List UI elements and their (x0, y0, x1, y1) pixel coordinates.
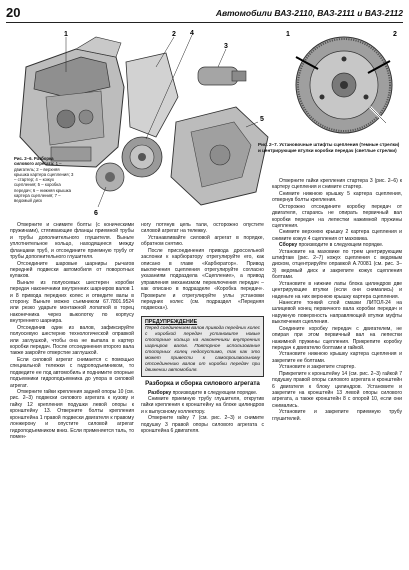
paragraph (141, 390, 264, 396)
gearbox-illustration (171, 107, 268, 205)
paragraph: Установите на маховике по трем центрирующим штифтам (рис. 2–7) кожух сцепления с ведомым диском, отцентрируйте оправкой А.70081 (см. рис. 3–3) ведомый диск и закрепите кожух сцепления болтами. (272, 248, 402, 281)
paragraph: Снимите приемную трубу глушителя, открутив гайки крепления к кронштейну на блоке цилиндров и к выпускному коллектору. (141, 395, 264, 415)
figure1-caption (14, 156, 74, 204)
callout-2: 2 (172, 31, 176, 38)
paragraph: Выньте из полуосевых шестерен коробки передач наконечники внутренних шарниров валов 1 и 8 привода передних колес и отведите валы в сторону. Выньте можно съемником 67.7801.9524 или резко ударьте монтажной лопаткой в торец наконечника через выколотку по корпусу внутреннего шарнира. (10, 279, 134, 325)
assembly-lead-rest: производите в следующем порядке. (297, 242, 384, 249)
paragraph: Установите в нижние лапы блока цилиндров две центрирующие втулки (если они снимались) и наденьте на них верхнюю крышку картера сцепления. (272, 280, 402, 300)
figure2-caption-label: Рис. 2–7. Установочные штифты сцепления (темные стрелки) и центрирующие втулки коробки передач (светлые стрелки) (258, 142, 400, 153)
paragraph: Нанесите тонкий слой смазки ЛИТОЛ-24 на шлицевой конец первичного вала коробки передач и наружную поверхность направляющей втулки муфты выключения сцепления. (272, 300, 402, 326)
warning-box (141, 316, 264, 377)
engine-illustration (20, 37, 124, 167)
page-number: 20 (6, 5, 21, 20)
fig2-callout-2: 2 (393, 31, 397, 38)
paragraph: Устанавливайте силовой агрегат в порядке, обратном снятию. (141, 234, 264, 248)
callout-6: 6 (94, 210, 98, 217)
paragraph: Снимите нижнюю крышку 5 картера сцепления, отвернув болты крепления. (272, 190, 402, 204)
paragraph: Отсоединив один из валов, зафиксируйте полуосевую шестерню технологической оправкой или заглушкой, чтобы она не выпала в картер коробки передач. После отсоединения второго вала также закройте отверстие заглушкой. (10, 324, 134, 357)
figure-flywheel-pins (282, 27, 403, 139)
paragraph: Осторожно отсоедините коробку передач от двигателя, стараясь не опирать первичный вал коробки передач на лепестки нажимной пружины сцепления. (272, 203, 402, 229)
figure2-caption (258, 142, 403, 153)
paragraph: Установите и закрепите стартер. (279, 364, 356, 371)
assembly-lead-bold: Сборку (279, 242, 298, 249)
starter-illustration (198, 67, 246, 85)
text-column-3 (272, 178, 402, 422)
paragraph: ногу потянув цепь тали, осторожно опустите силовой агрегат на тележку. (141, 222, 264, 235)
text-column-1 (10, 222, 134, 440)
paragraph: Если силовой агрегат снимается с помощью специальной тележки с гидроподъемником, то подведите ее под автомобиль и поднимите опорные подъемники гидроподъемника до упора в силовой агрегат. (10, 356, 134, 389)
paragraph: Отверните гайку 7 (см. рис. 2–3) и снимите подушку 3 правой опоры силового агрегата с кронштейна 6 двигателя. (141, 415, 264, 435)
figure1-caption-label: Рис. 2–6. Разборка силового агрегата: (14, 156, 55, 167)
text-column-2 (141, 222, 264, 434)
paragraph: Снимите верхнюю крышку 2 картера сцепления и снимите кожух 4 сцепления от маховика. (272, 229, 402, 242)
paragraph: Соедините коробку передач с двигателем, не опирая при этом первичный вал на лепестки нажимной пружины сцепления. Прикрепите коробку передач к двигателю болтами и гайкой. (272, 325, 402, 351)
paragraph: Отверните гайки крепления стартера 3 (рис. 2–6) к картеру сцепления и снимите стартер. (272, 178, 402, 191)
callout-5: 5 (260, 116, 264, 123)
warning-text: Перед соединением валов привода передних колес с коробкой передач установите новые стопорные кольца на наконечники внутренних шарниров валов. Повторное использование стопорных колец недопустимо, так как это может привести к самопроизвольному отсоединению валов от коробки передач при движении автомобиля. (145, 326, 260, 374)
section-lead-bold: Разборку (148, 389, 172, 396)
paragraph: Отверните и снимите болты (с коническими пружинами), стягивающие фланцы приемной трубы и трубы дополнительного глушителя. Выньте уплотнительное кольцо, находящееся между фланцами труб, и отсоедините приемную трубу от трубы дополнительного глушителя. (10, 222, 134, 261)
flywheel-illustration (296, 37, 392, 133)
figure1-caption-text: 1 – двигатель; 2 – верхняя крышка картера сцепления; 3 – стартер; 4 – кожух сцепления; 5 – коробка передач; 6 – нижняя крышка картера сцепления; 7 – ведомый диск (14, 161, 74, 204)
book-title: Автомобили ВАЗ-2110, ВАЗ-2111 и ВАЗ-2112 (215, 8, 403, 18)
page-header (6, 6, 403, 23)
clutch-cover-plate (126, 53, 178, 137)
callout-3: 3 (224, 43, 228, 50)
paragraph: Установите и закрепите приемную трубу глушителей. (272, 409, 402, 422)
paragraph: Отверните гайки крепления задней опоры 10 (см. рис. 2–3) подвески силового агрегата к кузову и гайку 12 крепления подушки левой опоры к кронштейну 13. Отверните болты крепления кронштейна 1 правой подвески двигателя к правому лонжерону и опустите силовой агрегат гидроподъемником вниз. Если применяется таль, то помен- (10, 388, 134, 440)
callout-1: 1 (64, 31, 68, 38)
fig2-callout-1: 1 (286, 31, 290, 38)
warning-title: ПРЕДУПРЕЖДЕНИЕ (145, 318, 198, 325)
paragraph: Отсоедините шаровые шарниры рычагов передней подвески автомобиля от поворотных кулаков. (10, 260, 134, 280)
paragraph: Установите нижнюю крышку картера сцепления и закрепите ее болтами. (272, 351, 402, 364)
callout-4: 4 (190, 30, 194, 37)
paragraph (272, 242, 402, 248)
section-title: Разборка и сборка силового агрегата (145, 380, 260, 388)
section-lead-rest: производите в следующем порядке. (171, 389, 258, 396)
paragraph: После присоединения привода дроссельной заслонки к карбюратору отрегулируйте его, как описано в главе «Карбюратор». Привод выключения сцепления отрегулируйте согласно указаниям подраздела «Сцепление», а привод управления механизмом переключения передач – как описано в подразделе «Коробка передач». Проверьте и отрегулируйте углы установки передних колес (см. подраздел «Передняя подвеска»). (141, 247, 264, 312)
paragraph: Прикрепите к кронштейну 14 (см. рис. 2–3) гайкой 7 подушку правой опоры силового агрегата и кронштейн 6 двигателя к блоку цилиндров. Установите и закрепите на кронштейн 13 левой опоры силового агрегата, а также кронштейн 8 с опорой 10, если они снимались. (272, 370, 402, 409)
